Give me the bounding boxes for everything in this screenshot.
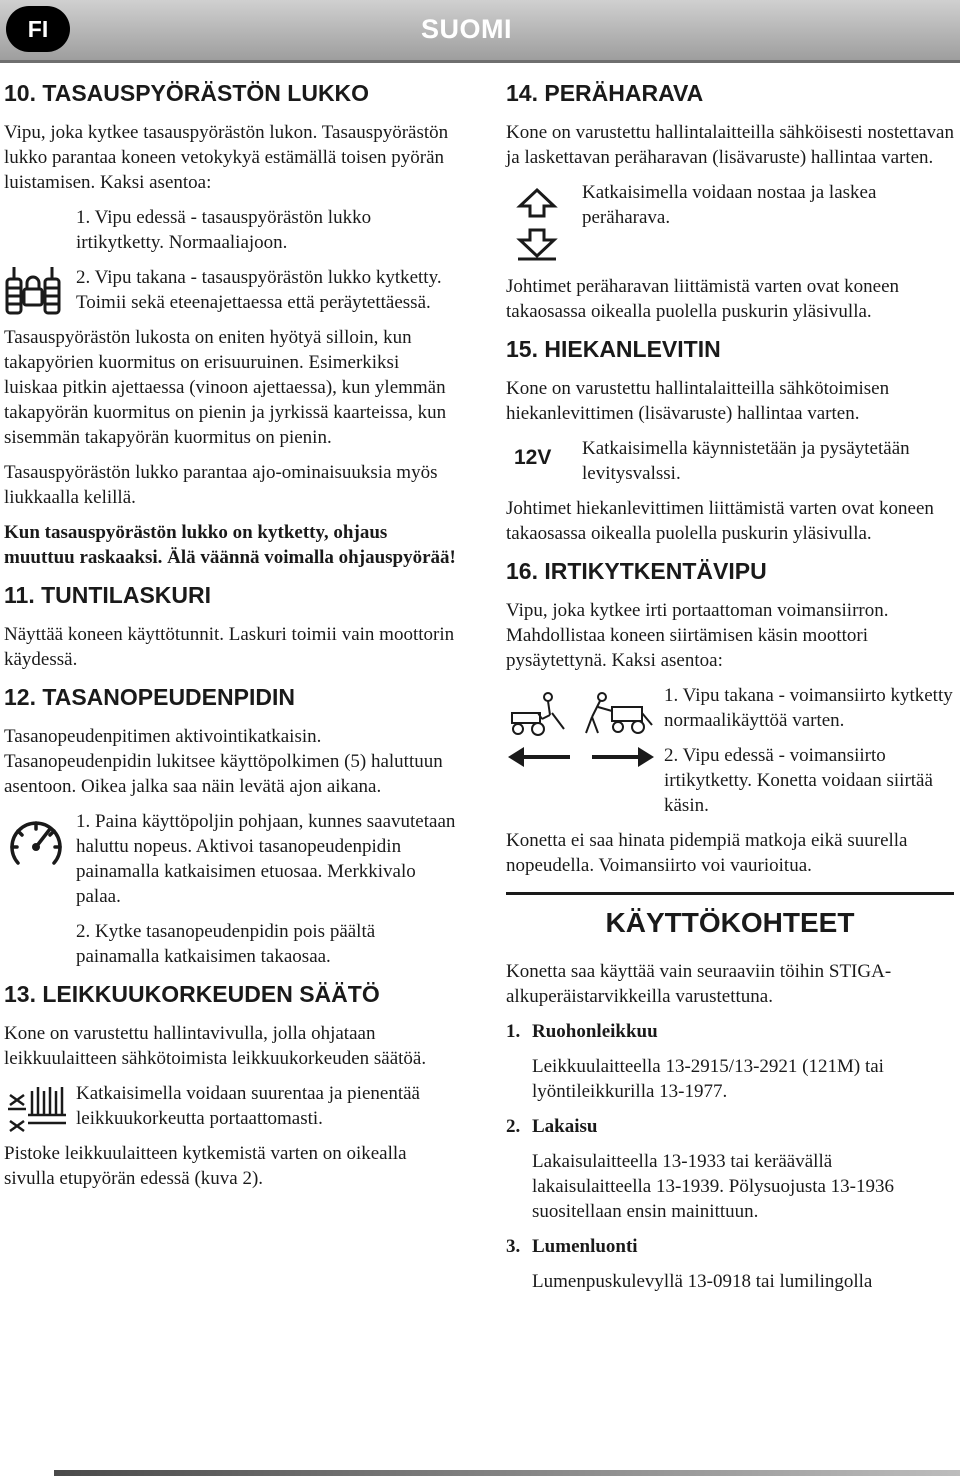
section-13-title: 13. LEIKKUUKORKEUDEN SÄÄTÖ [4, 981, 380, 1007]
section-15-paragraph-2: Katkaisimella käynnistetään ja pysäytetään levitysvalssi. [582, 438, 910, 484]
usage-intro: Konetta saa käyttää vain seuraaviin töihin STIGA-alkuperäistarvikkeilla varustettuna. [506, 961, 892, 1007]
section-13-paragraph-2: Katkaisimella voidaan suurentaa ja pienentää leikkuukorkeutta portaattomasti. [76, 1083, 420, 1129]
section-11-paragraph: Näyttää koneen käyttötunnit. Laskuri toimii vain moottorin käydessä. [4, 624, 455, 670]
12v-icon: 12V [514, 446, 552, 469]
raise-lower-arrows-icon [506, 186, 568, 262]
section-16-option-1: 1. Vipu takana - voimansiirto kytketty normaalikäyttöä varten. [664, 685, 953, 731]
usage-title: KÄYTTÖKOHTEET [506, 892, 954, 941]
usage-list [506, 1019, 954, 1294]
section-10-option-2: 2. Vipu takana - tasauspyörästön lukko kytketty. Toimii sekä eteenajettaessa että peräytettäessä. [76, 267, 442, 313]
section-15-switch-row [506, 436, 954, 486]
section-10-warning: Kun tasauspyörästön lukko on kytketty, ohjaus muuttuu raskaaksi. Älä väännä voimalla ohjauspyörää! [4, 522, 456, 568]
section-10-option-1: 1. Vipu edessä - tasauspyörästön lukko irtikytketty. Normaaliajoon. [76, 207, 372, 253]
section-12-title: 12. TASANOPEUDENPIDIN [4, 684, 295, 710]
differential-lock-icon [4, 261, 62, 325]
right-column [506, 78, 954, 1304]
usage-item-1-head: 1. Ruohonleikkuu [506, 1021, 658, 1042]
section-16-options-row [506, 683, 954, 818]
usage-item-2-head: 2. Lakaisu [506, 1116, 598, 1137]
section-12-step-2: 2. Kytke tasanopeudenpidin pois päältä painamalla katkaisimen takaosaa. [76, 921, 376, 967]
tractor-push-icon [506, 689, 656, 779]
page-header [0, 0, 960, 63]
section-10-option-2-row [4, 265, 456, 315]
section-14-paragraph-1: Kone on varustettu hallintalaitteilla sähköisesti nostettavan ja laskettavan peräharavan (lisävaruste) hallintaa varten. [506, 122, 954, 168]
section-15-paragraph-3: Johtimet hiekanlevittimen liittämistä varten ovat koneen takaosassa oikealla puolella puskurin yläsivulla. [506, 498, 934, 544]
usage-item-3-head: 3. Lumenluonti [506, 1236, 638, 1257]
section-15-paragraph-1: Kone on varustettu hallintalaitteilla sähkötoimisen hiekanlevittimen (lisävaruste) hallintaa varten. [506, 378, 890, 424]
section-14-paragraph-2: Katkaisimella voidaan nostaa ja laskea peräharava. [582, 182, 877, 228]
section-15-title: 15. HIEKANLEVITIN [506, 336, 721, 362]
section-10-title: 10. TASAUSPYÖRÄSTÖN LUKKO [4, 80, 370, 106]
section-12-step-1: 1. Paina käyttöpoljin pohjaan, kunnes saavutetaan haluttu nopeus. Aktivoi tasanopeudenpidin painamalla katkaisimen etuosaa. Merkkivalo palaa. [76, 811, 456, 907]
cutting-height-icon [4, 1081, 70, 1135]
section-16-option-2: 2. Vipu edessä - voimansiirto irtikytketty. Konetta voidaan siirtää käsin. [664, 745, 933, 816]
usage-item-1-body: Leikkuulaitteella 13-2915/13-2921 (121M) tai lyöntileikkurilla 13-1977. [532, 1056, 884, 1102]
section-16-title: 16. IRTIKYTKENTÄVIPU [506, 558, 767, 584]
left-column [4, 78, 456, 1201]
section-13-paragraph-1: Kone on varustettu hallintavivulla, jolla ohjataan leikkuulaitteen sähkötoimista leikkuukorkeuden säätöä. [4, 1023, 427, 1069]
section-16-paragraph-1: Vipu, joka kytkee irti portaattoman voimansiirron. Mahdollistaa koneen siirtämisen käsin moottori pysäytettynä. Kaksi asentoa: [506, 600, 889, 671]
section-11-title: 11. TUNTILASKURI [4, 582, 212, 608]
section-14-title: 14. PERÄHARAVA [506, 80, 704, 106]
section-10-paragraph-3: Tasauspyörästön lukko parantaa ajo-ominaisuuksia myös liukkaalla kelillä. [4, 462, 438, 508]
usage-item-2-body: Lakaisulaitteella 13-1933 tai keräävällä lakaisulaitteella 13-1939. Pölysuojusta 13-1936 suositellaan ensin mainittuun. [532, 1151, 895, 1222]
section-14-paragraph-3: Johtimet peräharavan liittämistä varten ovat koneen takaosassa oikealla puolella puskurin yläsivulla. [506, 276, 900, 322]
section-10-paragraph-2: Tasauspyörästön lukosta on eniten hyötyä silloin, kun takapyörien kuormitus on erisuuruinen. Esimerkiksi luiskaa pitkin ajettaessa (vinoon ajettaessa), kun ylemmän takapyörän kuormitus on pienin ja jyrkissä kaarteissa, kun sisemmän takapyörän kuormitus on pienin. [4, 327, 447, 448]
section-10-intro: Vipu, joka kytkee tasauspyörästön lukon. Tasauspyörästön lukko parantaa koneen vetokykyä estämällä toisen pyörän luistamisen. Kaksi asentoa: [4, 122, 449, 193]
footer-bar [54, 1470, 960, 1476]
section-12-paragraph: Tasanopeudenpitimen aktivointikatkaisin. Tasanopeudenpidin lukitsee käyttöpolkimen (5) haluttuun asentoon. Oikea jalka saa näin levätä ajon aikana. [4, 726, 443, 797]
section-14-switch-row [506, 180, 954, 274]
language-badge: FI [6, 6, 70, 52]
cruise-control-icon [4, 813, 68, 871]
usage-item-3-body: Lumenpuskulevyllä 13-0918 tai lumilingolla [532, 1271, 873, 1292]
section-13-switch-row [4, 1081, 456, 1131]
section-16-paragraph-2: Konetta ei saa hinata pidempiä matkoja eikä suurella nopeudella. Voimansiirto voi vaurioitua. [506, 830, 908, 876]
language-name: SUOMI [420, 14, 512, 44]
section-13-paragraph-3: Pistoke leikkuulaitteen kytkemistä varten on oikealla sivulla etupyörän edessä (kuva 2). [4, 1143, 407, 1189]
section-12-step-1-row [4, 809, 456, 909]
